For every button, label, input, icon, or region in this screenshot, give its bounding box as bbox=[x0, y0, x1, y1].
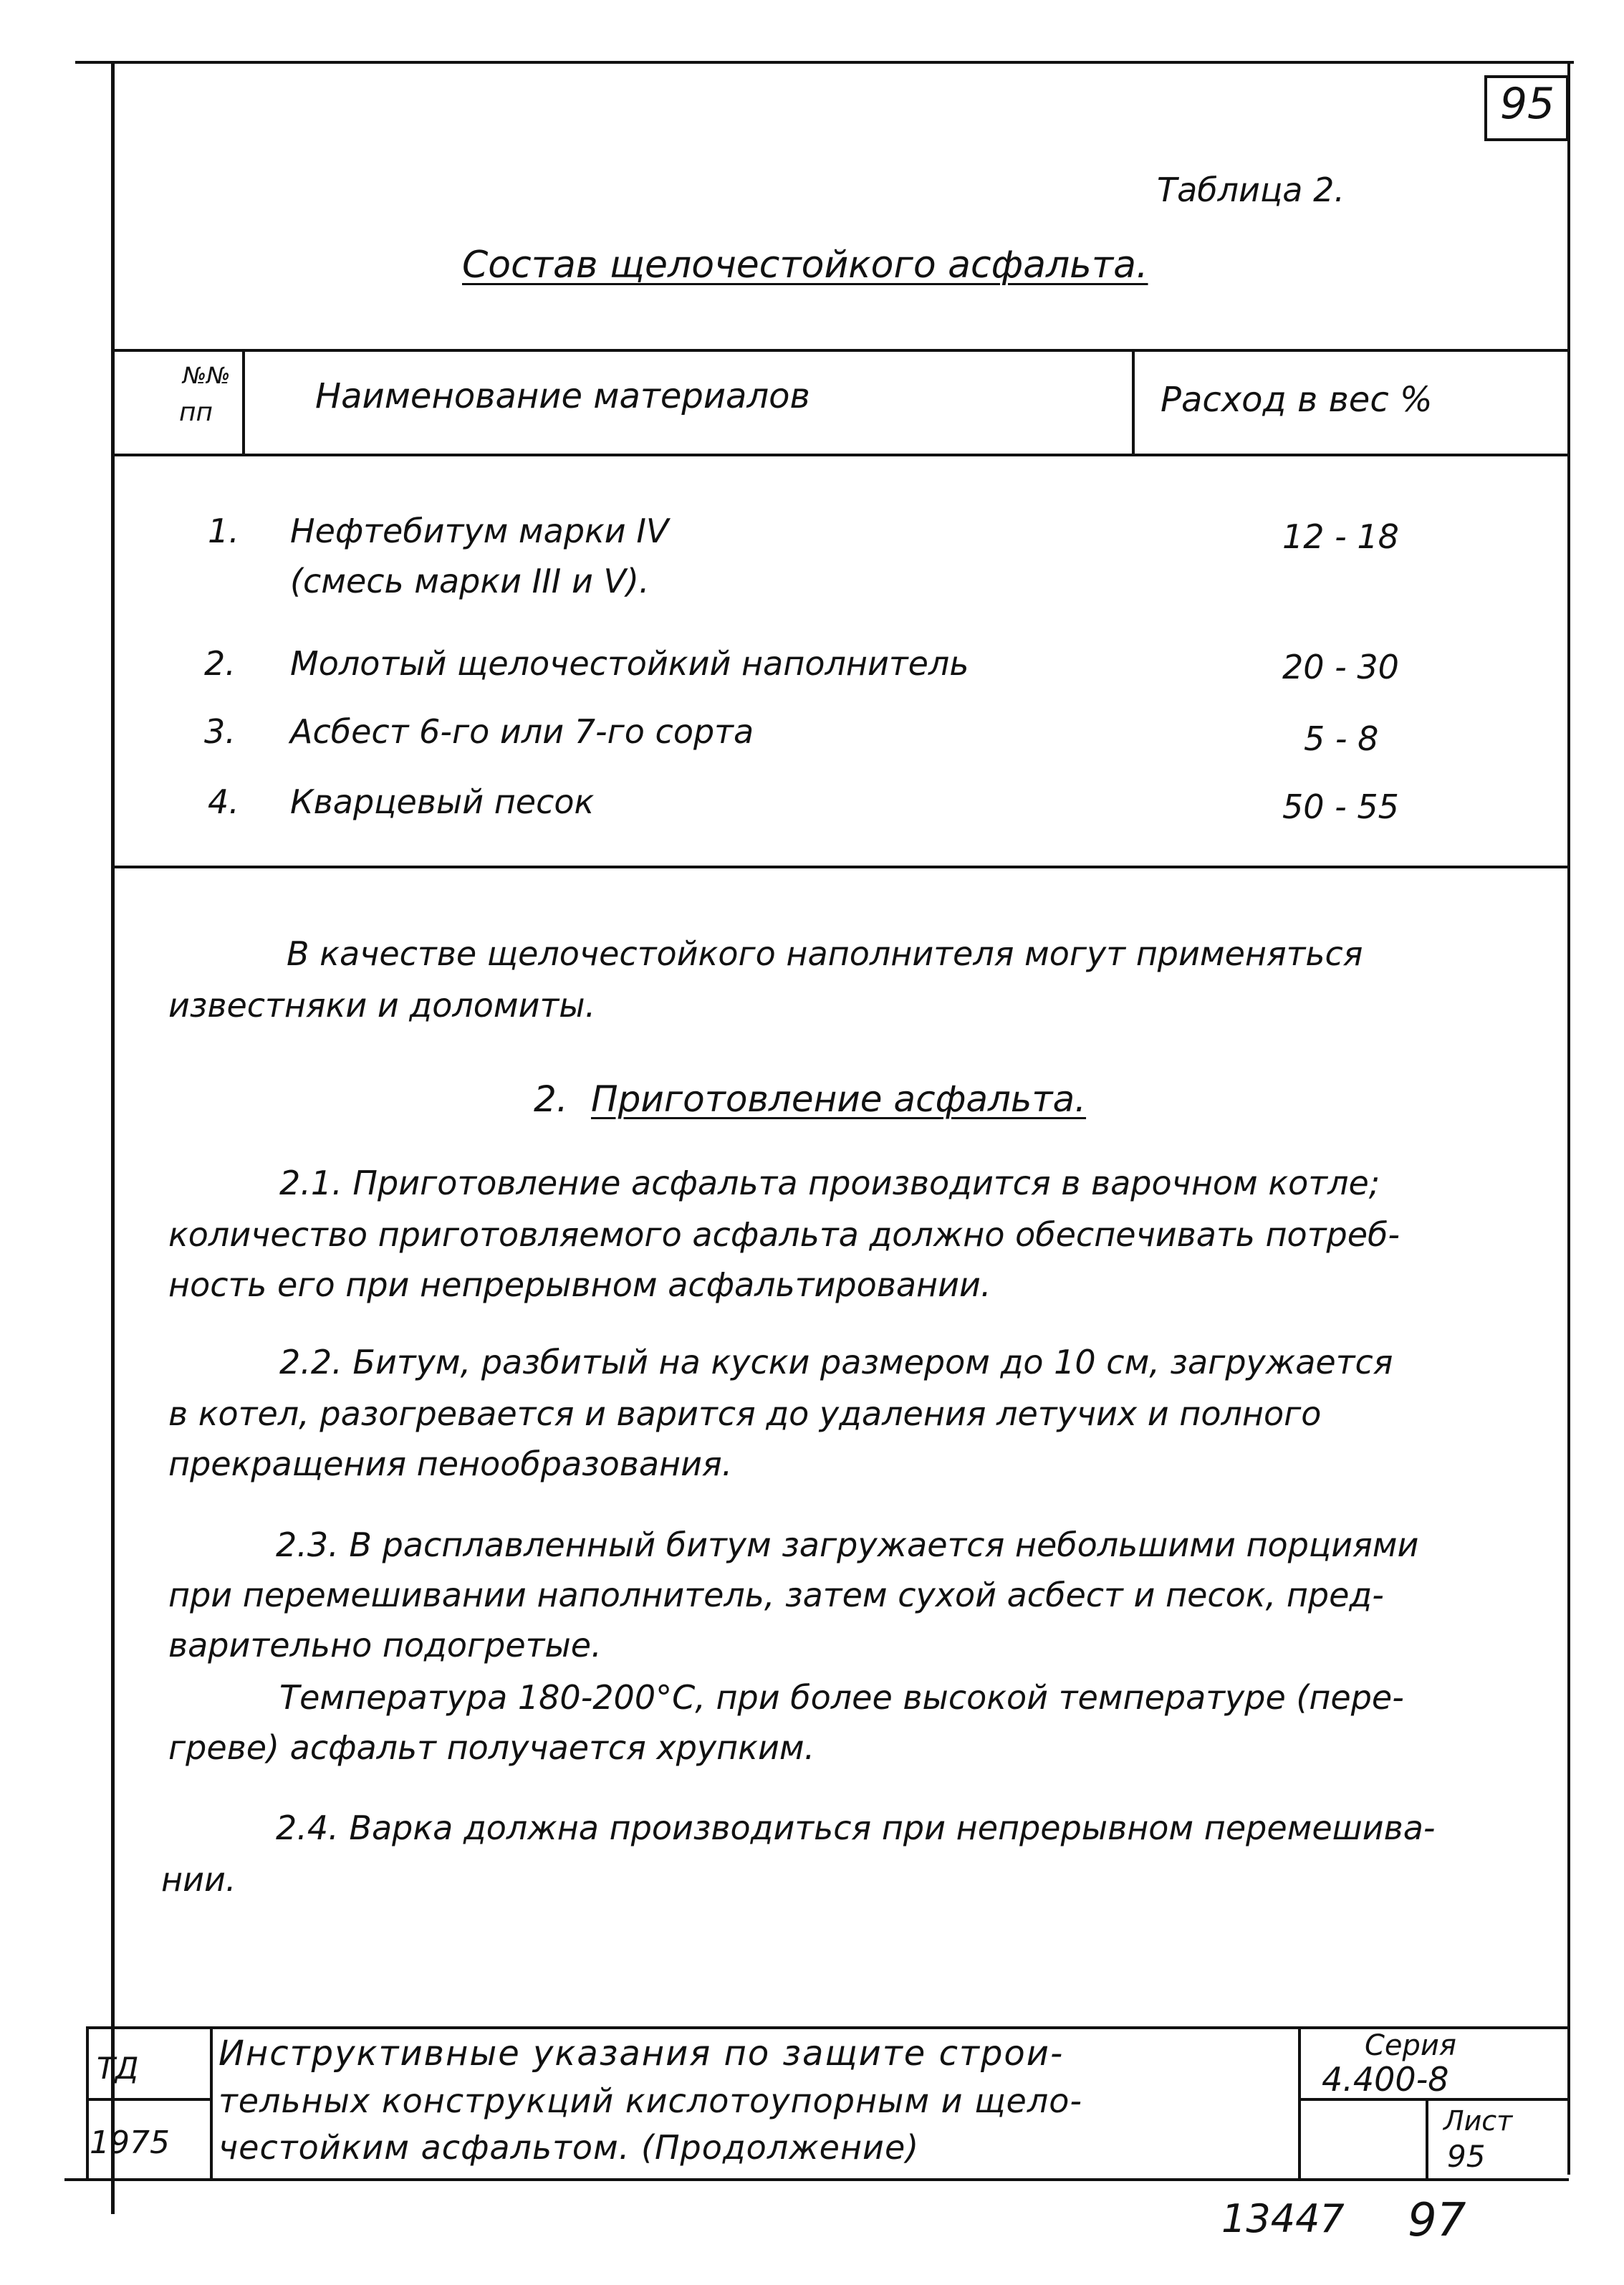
stamp-title-line-1: Инструктивные указания по защите строи- bbox=[218, 2033, 1065, 2074]
frame-top-line bbox=[75, 61, 1574, 64]
para-2-1-line-3: ность его при непрерывном асфальтировании. bbox=[168, 1265, 991, 1304]
row-1-num: 1. bbox=[208, 512, 239, 550]
table-title: Состав щелочестойкого асфальта. bbox=[462, 244, 1148, 287]
footer-archive-number: 13447 bbox=[1221, 2196, 1345, 2241]
para-2-2-line-3: прекращения пенообразования. bbox=[168, 1445, 733, 1483]
row-4-name: Кварцевый песок bbox=[290, 782, 595, 821]
row-3-num: 3. bbox=[204, 712, 236, 751]
table-col-sep-2 bbox=[1132, 349, 1135, 455]
row-3-name: Асбест 6-го или 7-го сорта bbox=[290, 712, 754, 751]
stamp-sheet-label: Лист bbox=[1443, 2105, 1513, 2137]
row-4-amount: 50 - 55 bbox=[1282, 787, 1399, 826]
stamp-sep-sheet bbox=[1426, 2098, 1428, 2180]
table-label: Таблица 2. bbox=[1157, 171, 1345, 209]
frame-bottom-line bbox=[64, 2178, 1569, 2181]
note-line-1: В качестве щелочестойкого наполнителя могут применяться bbox=[287, 934, 1363, 973]
stamp-title-line-2: тельных конструкций кислотоупорным и щело- bbox=[218, 2082, 1082, 2120]
header-name: Наименование материалов bbox=[315, 376, 810, 416]
row-4-num: 4. bbox=[208, 782, 239, 821]
header-num-line2: пп bbox=[179, 398, 213, 427]
para-2-3-line-2: при перемешивании наполнитель, затем сухой асбест и песок, пред- bbox=[168, 1576, 1384, 1614]
frame-left-line bbox=[111, 61, 115, 2214]
para-2-4-line-2: нии. bbox=[161, 1860, 236, 1899]
row-1-name-line2: (смесь марки III и V). bbox=[290, 562, 650, 600]
para-2-3-line-5: греве) асфальт получается хрупким. bbox=[168, 1728, 815, 1767]
stamp-sep-code bbox=[210, 2026, 213, 2180]
para-2-1-line-1: 2.1. Приготовление асфальта производится в варочном котле; bbox=[279, 1164, 1380, 1202]
note-line-2: известняки и доломиты. bbox=[168, 986, 596, 1025]
stamp-series-value: 4.400-8 bbox=[1322, 2060, 1449, 2099]
row-3-amount: 5 - 8 bbox=[1304, 719, 1379, 758]
header-num-line1: №№ bbox=[183, 362, 231, 389]
row-1-amount: 12 - 18 bbox=[1282, 517, 1399, 556]
stamp-top-line bbox=[86, 2026, 1570, 2029]
para-2-3-line-4: Температура 180-200°С, при более высокой температуре (пере- bbox=[279, 1678, 1404, 1717]
row-2-num: 2. bbox=[204, 644, 236, 683]
footer-page-number: 97 bbox=[1408, 2194, 1466, 2247]
para-2-2-line-1: 2.2. Битум, разбитый на куски размером до 10 см, загружается bbox=[279, 1343, 1393, 1381]
stamp-code: ТД bbox=[97, 2051, 139, 2086]
stamp-year: 1975 bbox=[90, 2124, 170, 2161]
stamp-left-edge bbox=[86, 2026, 89, 2180]
stamp-sep-series bbox=[1298, 2026, 1301, 2180]
section-heading: Приготовление асфальта. bbox=[591, 1078, 1087, 1120]
table-col-sep-1 bbox=[242, 349, 245, 455]
row-2-amount: 20 - 30 bbox=[1282, 648, 1399, 686]
table-header-bottom-line bbox=[113, 454, 1569, 456]
table-top-line bbox=[113, 349, 1569, 352]
page-number: 95 bbox=[1499, 79, 1555, 129]
frame-right-line bbox=[1567, 61, 1570, 2175]
row-1-name-line1: Нефтебитум марки IV bbox=[290, 512, 669, 550]
section-heading-number: 2. bbox=[534, 1078, 568, 1120]
para-2-3-line-1: 2.3. В расплавленный битум загружается небольшими порциями bbox=[276, 1525, 1419, 1564]
row-2-name: Молотый щелочестойкий наполнитель bbox=[290, 644, 969, 683]
stamp-mid-line-left bbox=[86, 2098, 211, 2101]
para-2-2-line-2: в котел, разогревается и варится до удаления летучих и полного bbox=[168, 1394, 1322, 1433]
stamp-title-line-3: честойким асфальтом. (Продолжение) bbox=[218, 2128, 920, 2167]
stamp-sheet-value: 95 bbox=[1447, 2139, 1486, 2174]
para-2-4-line-1: 2.4. Варка должна производиться при непрерывном перемешива- bbox=[276, 1809, 1436, 1847]
stamp-series-label: Серия bbox=[1365, 2029, 1456, 2062]
para-2-1-line-2: количество приготовляемого асфальта должно обеспечивать потреб- bbox=[168, 1215, 1400, 1254]
header-amount: Расход в вес % bbox=[1161, 380, 1433, 420]
table-bottom-line bbox=[113, 866, 1569, 868]
para-2-3-line-3: варительно подогретые. bbox=[168, 1626, 602, 1664]
